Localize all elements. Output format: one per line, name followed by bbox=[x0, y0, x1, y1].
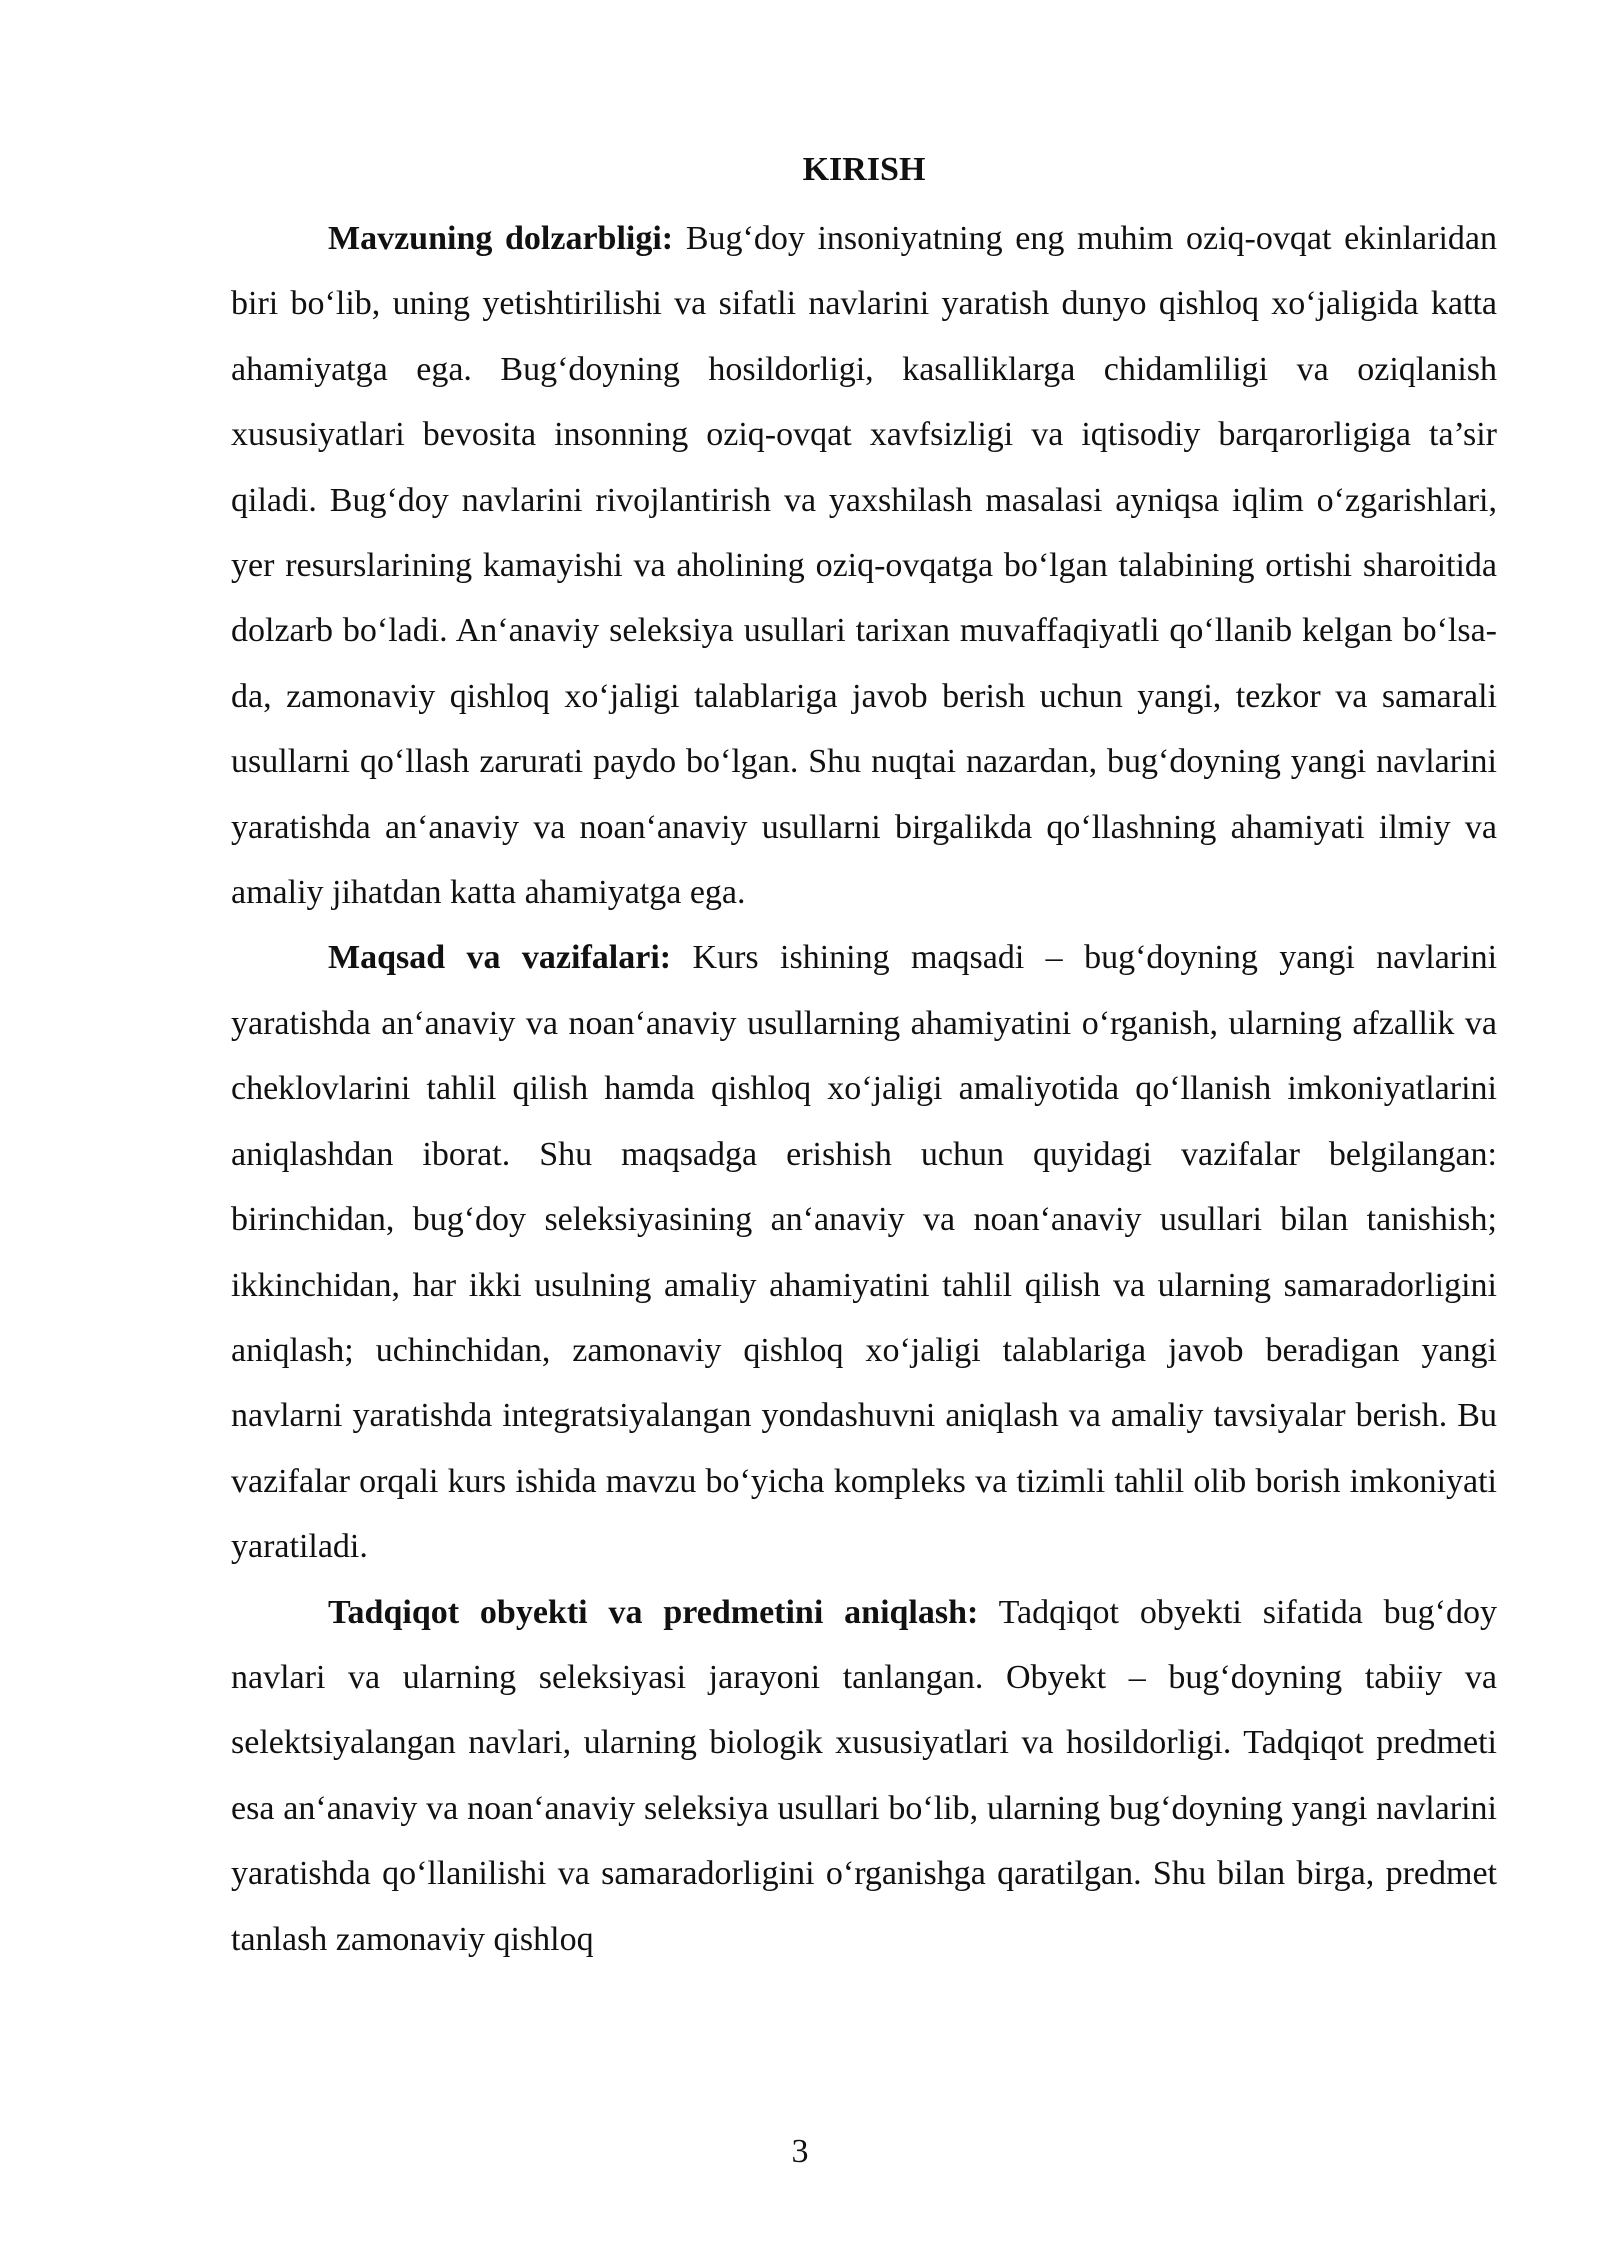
paragraph-text: Kurs ishining maqsadi – bug‘doyning yangi navlarini yaratishda an‘anaviy va noan‘anaviy usullarning ahamiyatini o‘rganish, ularning afzallik va cheklovlarini tahlil qilish hamda qishloq xo‘jaligi amaliyotida qo‘llanish imkoniyatlarini aniqlashdan iborat. Shu maqsadga erishish uchun quyidagi vazifalar belgilangan: birinchidan, bug‘doy seleksiyasining an‘anaviy va noan‘anaviy usullari bilan tanishish; ikkinchidan, har ikki usulning amaliy ahamiyatini tahlil qilish va ularning samaradorligini aniqlash; uchinchidan, zamonaviy qishloq xo‘jaligi talablariga javob beradigan yangi navlarni yaratishda integratsiyalangan yondashuvni aniqlash va amaliy tavsiyalar berish. Bu vazifalar orqali kurs ishida mavzu bo‘yicha kompleks va tizimli tahlil olib borish imkoniyati yaratiladi. bbox=[231, 939, 1498, 1566]
page-body bbox=[231, 140, 1497, 1972]
paragraph-lead: Tadqiqot obyekti va predmetini aniqlash: bbox=[328, 1593, 979, 1631]
section-heading: KIRISH bbox=[802, 151, 926, 188]
paragraph-lead: Maqsad va vazifalari: bbox=[328, 939, 672, 977]
paragraph-goals bbox=[231, 925, 1497, 1579]
paragraph-lead: Mavzuning dolzarbligi: bbox=[328, 220, 674, 257]
page-number: 3 bbox=[791, 2133, 809, 2170]
paragraph-text: Tadqiqot obyekti sifatida bug‘doy navlari va ularning seleksiyasi jarayoni tanlangan. Obyekt – bug‘doyning tabiiy va selektsiyalangan navlari, ularning biologik xususiyatlari va hosildorligi. Tadqiqot predmeti esa an‘anaviy va noan‘anaviy seleksiya usullari bo‘lib, ularning bug‘doyning yangi navlarini yaratishda qo‘llanilishi va samaradorligini o‘rganishga qaratilgan. Shu bilan birga, predmet tanlash zamonaviy qishloq bbox=[231, 1593, 1497, 1958]
paragraph-object-subject bbox=[231, 1580, 1497, 1972]
paragraph-text: Bug‘doy insoniyatning eng muhim oziq-ovqat ekinlaridan biri bo‘lib, uning yetishtirilishi va sifatli navlarini yaratish dunyo qishloq xo‘jaligida katta ahamiyatga ega. Bug‘doyning hosildorligi, kasalliklarga chidamliligi va oziqlanish xususiyatlari bevosita insonning oziq-ovqat xavfsizligi va iqtisodiy barqarorligiga ta’sir qiladi. Bug‘doy navlarini rivojlantirish va yaxshilash masalasi ayniqsa iqlim o‘zgarishlari, yer resurslarining kamayishi va aholining oziq-ovqatga bo‘lgan talabining ortishi sharoitida dolzarb bo‘ladi. An‘anaviy seleksiya usullari tarixan muvaffaqiyatli qo‘llanib kelgan bo‘lsa-da, zamonaviy qishloq xo‘jaligi talablariga javob berish uchun yangi, tezkor va samarali usullarni qo‘llash zarurati paydo bo‘lgan. Shu nuqtai nazardan, bug‘doyning yangi navlarini yaratishda an‘anaviy va noan‘anaviy usullarni birgalikda qo‘llashning ahamiyati ilmiy va amaliy jihatdan katta ahamiyatga ega. bbox=[231, 220, 1498, 912]
paragraph-relevance bbox=[231, 206, 1497, 925]
